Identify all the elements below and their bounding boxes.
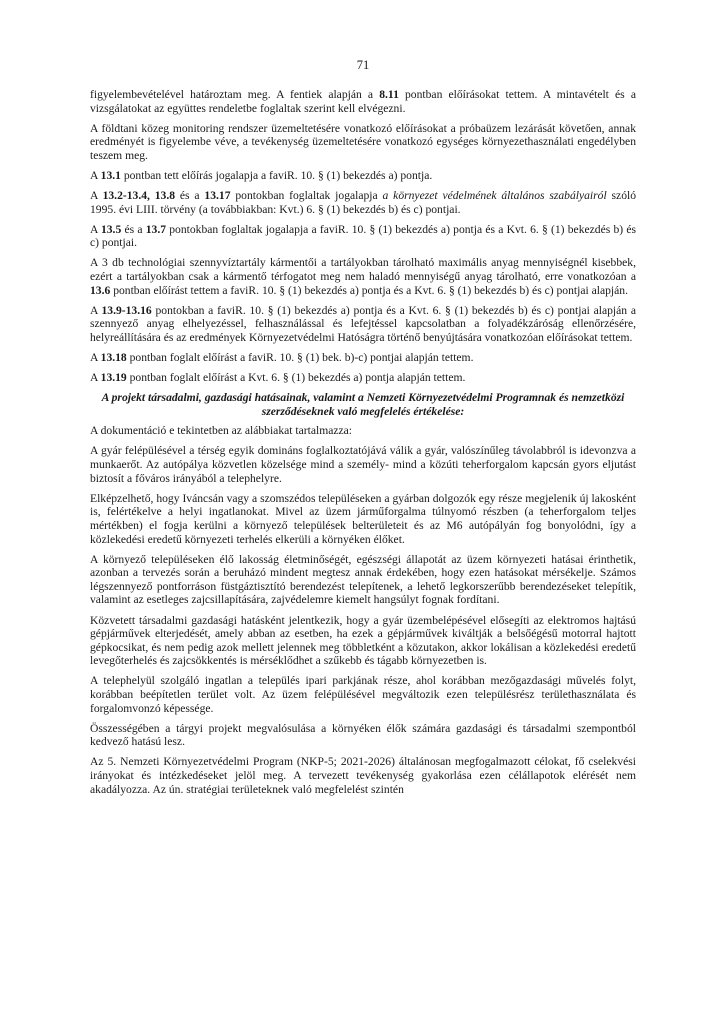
text: pontban foglalt előírást a faviR. 10. § (1) bek. b)-c) pontjai alapján tettem. [126, 351, 474, 364]
text: A [90, 168, 101, 182]
paragraph-monitoring-system: A földtani közeg monitoring rendszer üzemeltetésére vonatkozó előírásokat a próbaüzem lezárását követően, annak eredményét is figyelembe véve, a tevékenység üzemeltetésére vonatkozó egységes környezethasználati engedélyben teszem meg. [90, 121, 636, 162]
point-reference: 13.17 [204, 189, 231, 203]
text: pontokban foglaltak jogalapja a faviR. 10. § (1) bekezdés a) pontja és a Kvt. 6. § (1) bekezdés b) és c) pontjai. [90, 222, 636, 250]
paragraph-point-13-6 [90, 256, 636, 297]
paragraph-new-residents: Elképzelhető, hogy Iváncsán vagy a szomszédos településeken a gyárban dolgozók egy része megjelenik új lakosként is, felértékelve a helyi ingatlanokat. Mivel az üzem járműforgalma túlnyomó részben (a teherforgalom teljes mértékben) el fogja kerülni a környező települések belterületeit és az M6 autópályán fog bonyolódni, így a közlekedési eredetű környezeti terhelés elkerüli a környéken élőket. [90, 491, 636, 546]
text: A [90, 371, 101, 385]
law-title: a környezet védelmének általános szabályairól [382, 189, 607, 203]
paragraph-employment: A gyár felépülésével a térség egyik domináns foglalkoztatójává válik a gyár, valószínűleg távolabbról is idevonzva a munkaerőt. Az autópálya közvetlen közelsége mind a személy- mind a közúti teherforgalom kapcsán gyors eljutást biztosít a főváros irányából a telephelyre. [90, 444, 636, 485]
section-heading: A projekt társadalmi, gazdasági hatásainak, valamint a Nemzeti Környezetvédelmi Programnak és nemzetközi szerződéseknek való megfelelés értékelése: [101, 391, 625, 418]
point-reference: 8.11 [379, 88, 399, 101]
point-reference: 13.18 [100, 351, 127, 364]
paragraph-summary: Összességében a tárgyi projekt megvalósulása a környéken élők számára gazdasági és társadalmi szempontból kedvező hatású lesz. [90, 721, 636, 749]
point-reference: 13.5 [100, 222, 122, 236]
paragraph-indirect-effects: Közvetett társadalmi gazdasági hatásként jelentkezik, hogy a gyár üzembelépésével elősegíti az elektromos hajtású gépjárművek elterjedését, amely abban az esetben, ha ezek a gépjárművek kiváltják a belsőégésű motorral hajtott gépkocsikat, és nem pedig azok mellett jelennek meg többletként a közutakon, akkor lokálisan a közlekedési eredetű levegőterhelés és zajcsökkentés is mérséklődhet a szűkebb és tágabb környezetben is. [90, 613, 636, 668]
point-reference: 13.1 [100, 168, 121, 182]
text: szóló 1995. évi LIII. törvény (a továbbiakban: Kvt.) 6. § (1) bekezdés b) és c) pontjai. [90, 189, 637, 216]
paragraph-quality-of-life: A környező településeken élő lakosság életminőségét, egészségi állapotát az üzem környezeti hatásai érinthetik, azonban a tervezés során a beruházó mindent megtesz annak érdekében, hogy ezen hatásokat mérsékelje. Számos légszennyező pontforráson füstgáztisztító berendezést telepítenek, a lehető legkorszerűbb berendezéseket telepítik, valamint az esetleges zajcsillapítására, zajvédelemre kiemelt hangsúlyt fognak fordítani. [90, 552, 636, 607]
text: pontokban foglaltak jogalapja [230, 189, 383, 203]
text: pontban előírásokat tettem. A mintavételt és a vizsgálatokat az együttes rendeletbe foglaltak szerint kell elvégezni. [90, 88, 636, 115]
text: A [90, 351, 101, 364]
text: A [90, 189, 103, 203]
paragraph-point-13-1 [90, 169, 636, 183]
paragraph-point-13-18 [90, 351, 636, 365]
paragraph-documentation: A dokumentáció e tekintetben az alábbiakat tartalmazza: [90, 424, 353, 438]
point-reference: 13.2-13.4, 13.8 [102, 189, 176, 203]
text: pontokban a faviR. 10. § (1) bekezdés a) pontja és a Kvt. 6. § (1) bekezdés b) és c) pontjai alapján a szennyező anyag elhelyezéssel, felhasználással és lefejtéssel kapcsolatban a folyadékzáróság ellenőrzésére, helyreállítására és az eredmények Környezetvédelmi Hatóságra történő benyújtására vonatkozóan előírásokat tettem. [90, 303, 636, 344]
page-number: 71 [356, 58, 370, 72]
paragraph-point-13-5 [90, 223, 636, 250]
point-reference: 13.6 [90, 283, 111, 297]
text: és a [175, 189, 205, 203]
point-reference: 13.7 [145, 222, 167, 236]
text: figyelembevételével határoztam meg. A fentiek alapján a [90, 88, 380, 101]
text: pontban tett előírás jogalapja a faviR. 10. § (1) bekezdés a) pontja. [120, 168, 433, 182]
point-reference: 13.9-13.16 [101, 303, 152, 317]
text: pontban foglalt előírást a Kvt. 6. § (1) bekezdés a) pontja alapján tettem. [126, 371, 466, 385]
paragraph-land-use: A telephelyül szolgáló ingatlan a település ipari parkjának része, ahol korábban mezőgazdasági művelés folyt, korábban beépítetlen terület volt. Az üzem felépülésével megváltozik ezen településrész területhasználata és forgalomvonzó képessége. [90, 674, 636, 715]
text: és a [121, 222, 146, 236]
text: A 3 db technológiai szennyvíztartály kármentői a tartályokban tárolható maximális anyag mennyiségnél kisebbek, ezért a tartályokban csak a kármentő térfogatot meg nem haladó mennyiségű anyag tárolható, erre vonatkozóan a [90, 256, 636, 284]
paragraph-monitoring-intro [90, 88, 636, 115]
paragraph-nkp5: Az 5. Nemzeti Környezetvédelmi Program (NKP-5; 2021-2026) általánosan megfogalmazott célokat, fő cselekvési irányokat és intézkedéseket jelöl meg. A tervezett tevékenység gyakorlása ezen célállapotok elérését nem akadályozza. Az ún. stratégiai területeknek való megfelelést szintén [90, 755, 636, 796]
paragraph-point-13-2 [90, 189, 636, 216]
text: A [90, 222, 101, 236]
point-reference: 13.19 [100, 371, 127, 385]
text: pontban előírást tettem a faviR. 10. § (1) bekezdés a) pontja és a Kvt. 6. § (1) bekezdés b) és c) pontjai alapján. [110, 283, 628, 297]
paragraph-point-13-19 [90, 371, 636, 385]
paragraph-point-13-9 [90, 304, 636, 345]
text: A [90, 303, 102, 317]
